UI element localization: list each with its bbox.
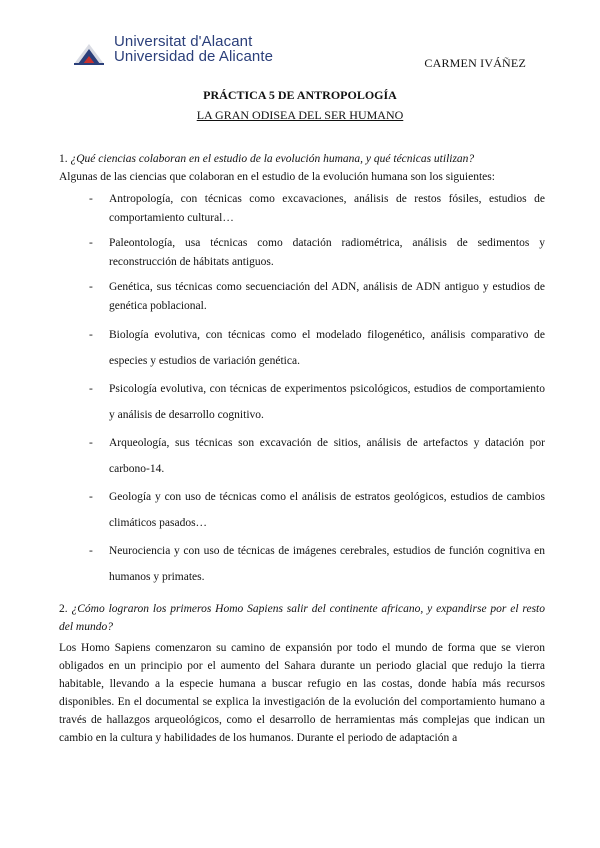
list-item: - Geología y con uso de técnicas como el análisis de estratos geológicos, estudios de cambios climáticos pasados… <box>59 484 545 536</box>
list-item: - Neurociencia y con uso de técnicas de imágenes cerebrales, estudios de función cognitiva en humanos y primates. <box>59 538 545 590</box>
document-title: PRÁCTICA 5 DE ANTROPOLOGÍA <box>203 88 397 102</box>
list-item: - Biología evolutiva, con técnicas como el modelado filogenético, análisis comparativo de especies y estudios de variación genética. <box>59 322 545 374</box>
list-item: - Paleontología, usa técnicas como datación radiométrica, análisis de sedimentos y reconstrucción de hábitats antiguos. <box>59 234 545 272</box>
university-logo-icon <box>72 32 106 66</box>
question-1-number: 1. <box>59 153 68 165</box>
list-item: - Arqueología, sus técnicas son excavación de sitios, análisis de artefactos y datación por carbono-14. <box>59 430 545 482</box>
logo-line-1: Universitat d'Alacant <box>114 33 253 50</box>
question-1-intro: Algunas de las ciencias que colaboran en el estudio de la evolución humana son los siguientes: <box>59 171 495 183</box>
author-name: CARMEN IVÁÑEZ <box>424 56 526 70</box>
document-subtitle: LA GRAN ODISEA DEL SER HUMANO <box>196 108 404 122</box>
question-2-section <box>59 600 545 747</box>
list-item: - Antropología, con técnicas como excavaciones, análisis de restos fósiles, estudios de comportamiento cultural… <box>59 190 545 228</box>
question-2-answer: Los Homo Sapiens comenzaron su camino de expansión por todo el mundo de forma que se vieron obligados en un principio por el aumento del Sahara durante un periodo glacial que redujo la tierra habitable, llevando a la especie humana a buscar refugio en las costas, donde había más recursos disponibles. En el documental se explica la investigación de la evolución del comportamiento humano a través de hallazgos arqueológicos, como el desarrollo de herramientas más complejas que indican un cambio en la cultura y habilidades de los humanos. Durante el periodo de adaptación a <box>59 642 545 744</box>
logo-line-2: Universidad de Alicante <box>114 48 274 65</box>
list-item: - Genética, sus técnicas como secuenciación del ADN, análisis de ADN antiguo y estudios de genética poblacional. <box>59 278 545 316</box>
question-2-text: ¿Cómo lograron los primeros Homo Sapiens salir del continente africano, y expandirse por el resto del mundo? <box>59 603 546 633</box>
question-1-section <box>59 150 545 590</box>
university-logo <box>72 32 273 66</box>
list-item: - Psicología evolutiva, con técnicas de experimentos psicológicos, estudios de comportamiento y análisis de desarrollo cognitivo. <box>59 376 545 428</box>
question-1 <box>59 150 545 168</box>
sciences-list <box>59 190 545 590</box>
question-2 <box>59 600 545 636</box>
question-1-text: ¿Qué ciencias colaboran en el estudio de la evolución humana, y qué técnicas utilizan? <box>70 153 475 165</box>
question-2-number: 2. <box>59 603 68 615</box>
